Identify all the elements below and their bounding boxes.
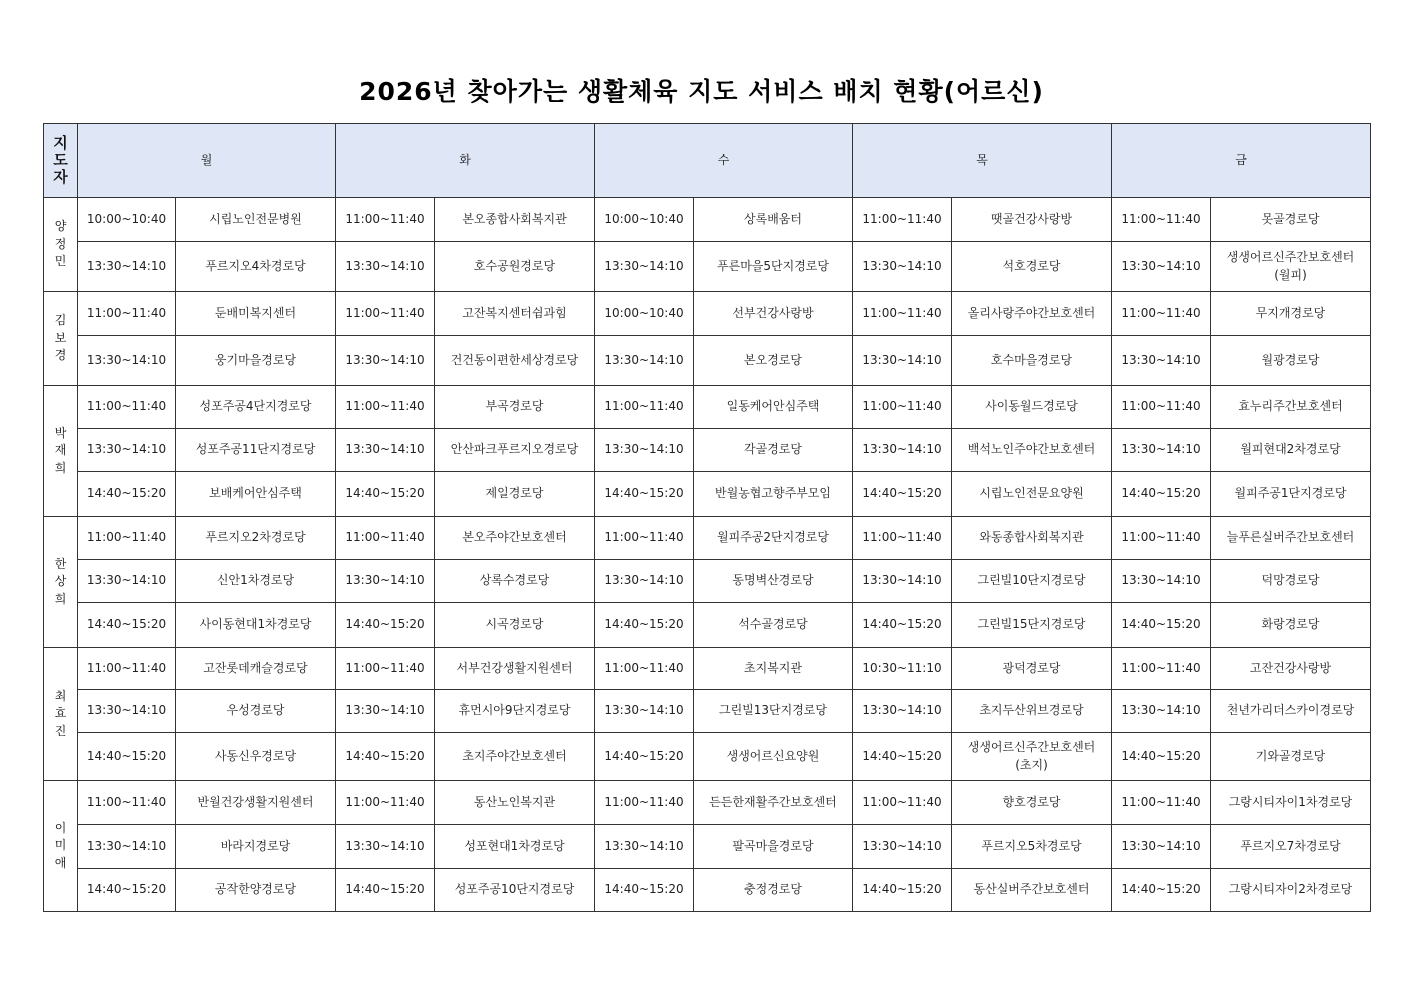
place-cell: 반월건강생활지원센터 bbox=[176, 781, 336, 825]
table-row bbox=[44, 603, 1371, 648]
place-cell: 웅기마을경로당 bbox=[176, 336, 336, 386]
place-cell: 덕망경로당 bbox=[1211, 560, 1371, 603]
place-cell: 와동종합사회복지관 bbox=[952, 517, 1112, 560]
place-cell: 시곡경로당 bbox=[435, 603, 595, 648]
place-cell: 공작한양경로당 bbox=[176, 869, 336, 912]
time-cell: 14:40~15:20 bbox=[336, 472, 435, 517]
time-cell: 14:40~15:20 bbox=[853, 603, 952, 648]
place-cell: 부곡경로당 bbox=[435, 386, 595, 429]
instructor-name-char: 이 bbox=[54, 820, 67, 835]
time-cell: 14:40~15:20 bbox=[595, 869, 694, 912]
place-cell: 광덕경로당 bbox=[952, 648, 1112, 690]
time-cell: 10:00~10:40 bbox=[595, 292, 694, 336]
time-cell: 13:30~14:10 bbox=[853, 336, 952, 386]
place-cell bbox=[952, 733, 1112, 781]
time-cell: 14:40~15:20 bbox=[1112, 869, 1211, 912]
time-cell: 13:30~14:10 bbox=[336, 825, 435, 869]
time-cell: 13:30~14:10 bbox=[1112, 242, 1211, 292]
day-header-fri: 금 bbox=[1112, 124, 1371, 198]
place-cell: 월피현대2차경로당 bbox=[1211, 429, 1371, 472]
table-row bbox=[44, 472, 1371, 517]
place-cell: 석수골경로당 bbox=[694, 603, 853, 648]
time-cell: 14:40~15:20 bbox=[1112, 603, 1211, 648]
time-cell: 13:30~14:10 bbox=[853, 825, 952, 869]
place-cell: 선부건강사랑방 bbox=[694, 292, 853, 336]
place-cell: 상록배움터 bbox=[694, 198, 853, 242]
instructor-name-char: 희 bbox=[54, 591, 67, 606]
time-cell: 14:40~15:20 bbox=[853, 869, 952, 912]
time-cell: 10:00~10:40 bbox=[78, 198, 176, 242]
place-cell: 생생어르신요양원 bbox=[694, 733, 853, 781]
place-cell: 고잔복지센터쉼과힘 bbox=[435, 292, 595, 336]
time-cell: 11:00~11:40 bbox=[1112, 292, 1211, 336]
table-row bbox=[44, 429, 1371, 472]
place-cell: 천년가리더스카이경로당 bbox=[1211, 690, 1371, 733]
time-cell: 10:30~11:10 bbox=[853, 648, 952, 690]
place-cell: 휴먼시아9단지경로당 bbox=[435, 690, 595, 733]
place-cell: 일동케어안심주택 bbox=[694, 386, 853, 429]
place-cell: 푸르지오7차경로당 bbox=[1211, 825, 1371, 869]
day-header-tue: 화 bbox=[336, 124, 595, 198]
time-cell: 11:00~11:40 bbox=[853, 386, 952, 429]
place-cell: 시립노인전문병원 bbox=[176, 198, 336, 242]
time-cell: 11:00~11:40 bbox=[336, 292, 435, 336]
instructor-name bbox=[44, 198, 78, 292]
place-cell: 본오종합사회복지관 bbox=[435, 198, 595, 242]
time-cell: 13:30~14:10 bbox=[78, 690, 176, 733]
place-cell: 그랑시티자이2차경로당 bbox=[1211, 869, 1371, 912]
instructor-name bbox=[44, 517, 78, 648]
time-cell: 14:40~15:20 bbox=[853, 472, 952, 517]
time-cell: 14:40~15:20 bbox=[78, 472, 176, 517]
place-cell: 보배케어안심주택 bbox=[176, 472, 336, 517]
time-cell: 11:00~11:40 bbox=[853, 781, 952, 825]
table-row bbox=[44, 336, 1371, 386]
instructor-name-char: 한 bbox=[54, 556, 67, 571]
time-cell: 11:00~11:40 bbox=[853, 198, 952, 242]
time-cell: 14:40~15:20 bbox=[336, 733, 435, 781]
table-row bbox=[44, 242, 1371, 292]
time-cell: 11:00~11:40 bbox=[336, 648, 435, 690]
place-cell: 건건동이편한세상경로당 bbox=[435, 336, 595, 386]
time-cell: 13:30~14:10 bbox=[595, 690, 694, 733]
time-cell: 11:00~11:40 bbox=[78, 386, 176, 429]
place-name-suffix: (초지) bbox=[1015, 757, 1048, 772]
place-cell: 각골경로당 bbox=[694, 429, 853, 472]
time-cell: 13:30~14:10 bbox=[336, 242, 435, 292]
place-name-suffix: (월피) bbox=[1274, 267, 1307, 282]
time-cell: 13:30~14:10 bbox=[853, 429, 952, 472]
place-cell: 반월농협고향주부모임 bbox=[694, 472, 853, 517]
instructor-name bbox=[44, 386, 78, 517]
time-cell: 13:30~14:10 bbox=[853, 242, 952, 292]
instructor-name bbox=[44, 781, 78, 912]
time-cell: 11:00~11:40 bbox=[336, 517, 435, 560]
table-row bbox=[44, 648, 1371, 690]
time-cell: 11:00~11:40 bbox=[78, 648, 176, 690]
time-cell: 11:00~11:40 bbox=[336, 386, 435, 429]
time-cell: 11:00~11:40 bbox=[78, 517, 176, 560]
place-cell: 팔곡마을경로당 bbox=[694, 825, 853, 869]
time-cell: 14:40~15:20 bbox=[595, 472, 694, 517]
time-cell: 13:30~14:10 bbox=[595, 336, 694, 386]
place-cell: 고잔건강사랑방 bbox=[1211, 648, 1371, 690]
time-cell: 11:00~11:40 bbox=[1112, 517, 1211, 560]
place-cell: 성포주공11단지경로당 bbox=[176, 429, 336, 472]
schedule-table bbox=[43, 123, 1371, 912]
place-cell: 본오경로당 bbox=[694, 336, 853, 386]
table-row bbox=[44, 869, 1371, 912]
place-cell: 그랑시티자이1차경로당 bbox=[1211, 781, 1371, 825]
time-cell: 13:30~14:10 bbox=[1112, 690, 1211, 733]
time-cell: 11:00~11:40 bbox=[595, 386, 694, 429]
table-row bbox=[44, 733, 1371, 781]
instructor-name bbox=[44, 292, 78, 386]
time-cell: 13:30~14:10 bbox=[1112, 336, 1211, 386]
place-cell: 사이동월드경로당 bbox=[952, 386, 1112, 429]
instructor-name-char: 재 bbox=[54, 443, 67, 458]
place-cell: 월피주공1단지경로당 bbox=[1211, 472, 1371, 517]
time-cell: 13:30~14:10 bbox=[1112, 825, 1211, 869]
instructor-name-char: 박 bbox=[54, 425, 67, 440]
instructor-name-char: 김 bbox=[54, 313, 67, 328]
place-cell: 푸른마을5단지경로당 bbox=[694, 242, 853, 292]
place-cell: 효누리주간보호센터 bbox=[1211, 386, 1371, 429]
place-cell: 올리사랑주야간보호센터 bbox=[952, 292, 1112, 336]
place-cell: 월광경로당 bbox=[1211, 336, 1371, 386]
place-cell: 무지개경로당 bbox=[1211, 292, 1371, 336]
time-cell: 14:40~15:20 bbox=[1112, 472, 1211, 517]
place-cell: 푸르지오5차경로당 bbox=[952, 825, 1112, 869]
instructor-name-char: 미 bbox=[54, 838, 67, 853]
place-cell: 사이동현대1차경로당 bbox=[176, 603, 336, 648]
instructor-header-char: 지 bbox=[53, 133, 68, 152]
instructor-name-char: 양 bbox=[54, 219, 67, 234]
schedule-body bbox=[44, 198, 1371, 912]
time-cell: 14:40~15:20 bbox=[336, 603, 435, 648]
place-cell: 호수마을경로당 bbox=[952, 336, 1112, 386]
time-cell: 14:40~15:20 bbox=[595, 733, 694, 781]
time-cell: 13:30~14:10 bbox=[1112, 560, 1211, 603]
place-cell: 우성경로당 bbox=[176, 690, 336, 733]
place-cell: 푸르지오4차경로당 bbox=[176, 242, 336, 292]
place-cell: 그린빌13단지경로당 bbox=[694, 690, 853, 733]
day-header-wed: 수 bbox=[595, 124, 853, 198]
place-cell: 둔배미복지센터 bbox=[176, 292, 336, 336]
time-cell: 14:40~15:20 bbox=[595, 603, 694, 648]
instructor-name bbox=[44, 648, 78, 781]
place-cell: 고잔롯데캐슬경로당 bbox=[176, 648, 336, 690]
place-cell: 푸르지오2차경로당 bbox=[176, 517, 336, 560]
time-cell: 11:00~11:40 bbox=[595, 517, 694, 560]
place-cell bbox=[1211, 242, 1371, 292]
table-row bbox=[44, 690, 1371, 733]
place-cell: 못골경로당 bbox=[1211, 198, 1371, 242]
place-cell: 그린빌15단지경로당 bbox=[952, 603, 1112, 648]
time-cell: 14:40~15:20 bbox=[853, 733, 952, 781]
instructor-name-char: 효 bbox=[54, 706, 67, 721]
place-cell: 향호경로당 bbox=[952, 781, 1112, 825]
place-cell: 동산실버주간보호센터 bbox=[952, 869, 1112, 912]
place-cell: 초지두산위브경로당 bbox=[952, 690, 1112, 733]
time-cell: 13:30~14:10 bbox=[78, 336, 176, 386]
time-cell: 13:30~14:10 bbox=[336, 690, 435, 733]
place-cell: 제일경로당 bbox=[435, 472, 595, 517]
place-cell: 본오주야간보호센터 bbox=[435, 517, 595, 560]
place-cell: 바라지경로당 bbox=[176, 825, 336, 869]
table-row bbox=[44, 517, 1371, 560]
place-cell: 호수공원경로당 bbox=[435, 242, 595, 292]
instructor-name-char: 경 bbox=[54, 348, 67, 363]
place-cell: 석호경로당 bbox=[952, 242, 1112, 292]
place-cell: 초지주야간보호센터 bbox=[435, 733, 595, 781]
place-cell: 땟골건강사랑방 bbox=[952, 198, 1112, 242]
table-row bbox=[44, 292, 1371, 336]
time-cell: 14:40~15:20 bbox=[78, 603, 176, 648]
table-row bbox=[44, 781, 1371, 825]
place-cell: 백석노인주야간보호센터 bbox=[952, 429, 1112, 472]
day-header-mon: 월 bbox=[78, 124, 336, 198]
document-title: 2026년 찾아가는 생활체육 지도 서비스 배치 현황(어르신) bbox=[359, 77, 1044, 106]
place-cell: 성포주공10단지경로당 bbox=[435, 869, 595, 912]
time-cell: 13:30~14:10 bbox=[595, 825, 694, 869]
place-cell: 화랑경로당 bbox=[1211, 603, 1371, 648]
time-cell: 11:00~11:40 bbox=[78, 292, 176, 336]
place-cell: 신안1차경로당 bbox=[176, 560, 336, 603]
table-row bbox=[44, 560, 1371, 603]
header-row bbox=[44, 124, 1371, 198]
table-row bbox=[44, 386, 1371, 429]
place-name: 생생어르신주간보호센터 bbox=[967, 740, 1096, 755]
instructor-name-char: 최 bbox=[54, 688, 67, 703]
place-cell: 늘푸른실버주간보호센터 bbox=[1211, 517, 1371, 560]
time-cell: 13:30~14:10 bbox=[78, 242, 176, 292]
time-cell: 11:00~11:40 bbox=[336, 781, 435, 825]
place-cell: 상록수경로당 bbox=[435, 560, 595, 603]
time-cell: 11:00~11:40 bbox=[853, 292, 952, 336]
time-cell: 13:30~14:10 bbox=[78, 560, 176, 603]
place-cell: 초지복지관 bbox=[694, 648, 853, 690]
place-name: 생생어르신주간보호센터 bbox=[1226, 250, 1355, 265]
time-cell: 13:30~14:10 bbox=[336, 560, 435, 603]
table-row bbox=[44, 825, 1371, 869]
time-cell: 11:00~11:40 bbox=[595, 648, 694, 690]
instructor-name-char: 민 bbox=[54, 254, 67, 269]
time-cell: 13:30~14:10 bbox=[595, 429, 694, 472]
time-cell: 11:00~11:40 bbox=[1112, 781, 1211, 825]
time-cell: 13:30~14:10 bbox=[78, 825, 176, 869]
time-cell: 13:30~14:10 bbox=[853, 560, 952, 603]
time-cell: 11:00~11:40 bbox=[78, 781, 176, 825]
place-cell: 그린빌10단지경로당 bbox=[952, 560, 1112, 603]
time-cell: 13:30~14:10 bbox=[595, 242, 694, 292]
time-cell: 13:30~14:10 bbox=[336, 429, 435, 472]
place-cell: 동산노인복지관 bbox=[435, 781, 595, 825]
place-cell: 안산파크푸르지오경로당 bbox=[435, 429, 595, 472]
place-cell: 월피주공2단지경로당 bbox=[694, 517, 853, 560]
instructor-header-char: 자 bbox=[53, 168, 68, 187]
place-cell: 시립노인전문요양원 bbox=[952, 472, 1112, 517]
instructor-header-char: 도 bbox=[53, 150, 68, 169]
instructor-column-header bbox=[44, 124, 78, 198]
instructor-name-char: 희 bbox=[54, 460, 67, 475]
time-cell: 11:00~11:40 bbox=[853, 517, 952, 560]
time-cell: 11:00~11:40 bbox=[1112, 198, 1211, 242]
time-cell: 14:40~15:20 bbox=[1112, 733, 1211, 781]
time-cell: 13:30~14:10 bbox=[595, 560, 694, 603]
time-cell: 13:30~14:10 bbox=[1112, 429, 1211, 472]
time-cell: 13:30~14:10 bbox=[336, 336, 435, 386]
place-cell: 든든한재활주간보호센터 bbox=[694, 781, 853, 825]
instructor-name-char: 진 bbox=[54, 723, 67, 738]
time-cell: 13:30~14:10 bbox=[78, 429, 176, 472]
time-cell: 11:00~11:40 bbox=[595, 781, 694, 825]
instructor-name-char: 보 bbox=[54, 330, 67, 345]
place-cell: 성포현대1차경로당 bbox=[435, 825, 595, 869]
time-cell: 14:40~15:20 bbox=[336, 869, 435, 912]
instructor-name-char: 애 bbox=[54, 855, 67, 870]
time-cell: 10:00~10:40 bbox=[595, 198, 694, 242]
time-cell: 14:40~15:20 bbox=[78, 869, 176, 912]
instructor-name-char: 정 bbox=[54, 236, 67, 251]
place-cell: 충정경로당 bbox=[694, 869, 853, 912]
time-cell: 13:30~14:10 bbox=[853, 690, 952, 733]
place-cell: 동명벽산경로당 bbox=[694, 560, 853, 603]
time-cell: 11:00~11:40 bbox=[1112, 648, 1211, 690]
time-cell: 11:00~11:40 bbox=[1112, 386, 1211, 429]
instructor-name-char: 상 bbox=[54, 574, 67, 589]
place-cell: 성포주공4단지경로당 bbox=[176, 386, 336, 429]
time-cell: 11:00~11:40 bbox=[336, 198, 435, 242]
time-cell: 14:40~15:20 bbox=[78, 733, 176, 781]
day-header-thu: 목 bbox=[853, 124, 1112, 198]
table-row bbox=[44, 198, 1371, 242]
place-cell: 기와골경로당 bbox=[1211, 733, 1371, 781]
place-cell: 서부건강생활지원센터 bbox=[435, 648, 595, 690]
place-cell: 사동신우경로당 bbox=[176, 733, 336, 781]
